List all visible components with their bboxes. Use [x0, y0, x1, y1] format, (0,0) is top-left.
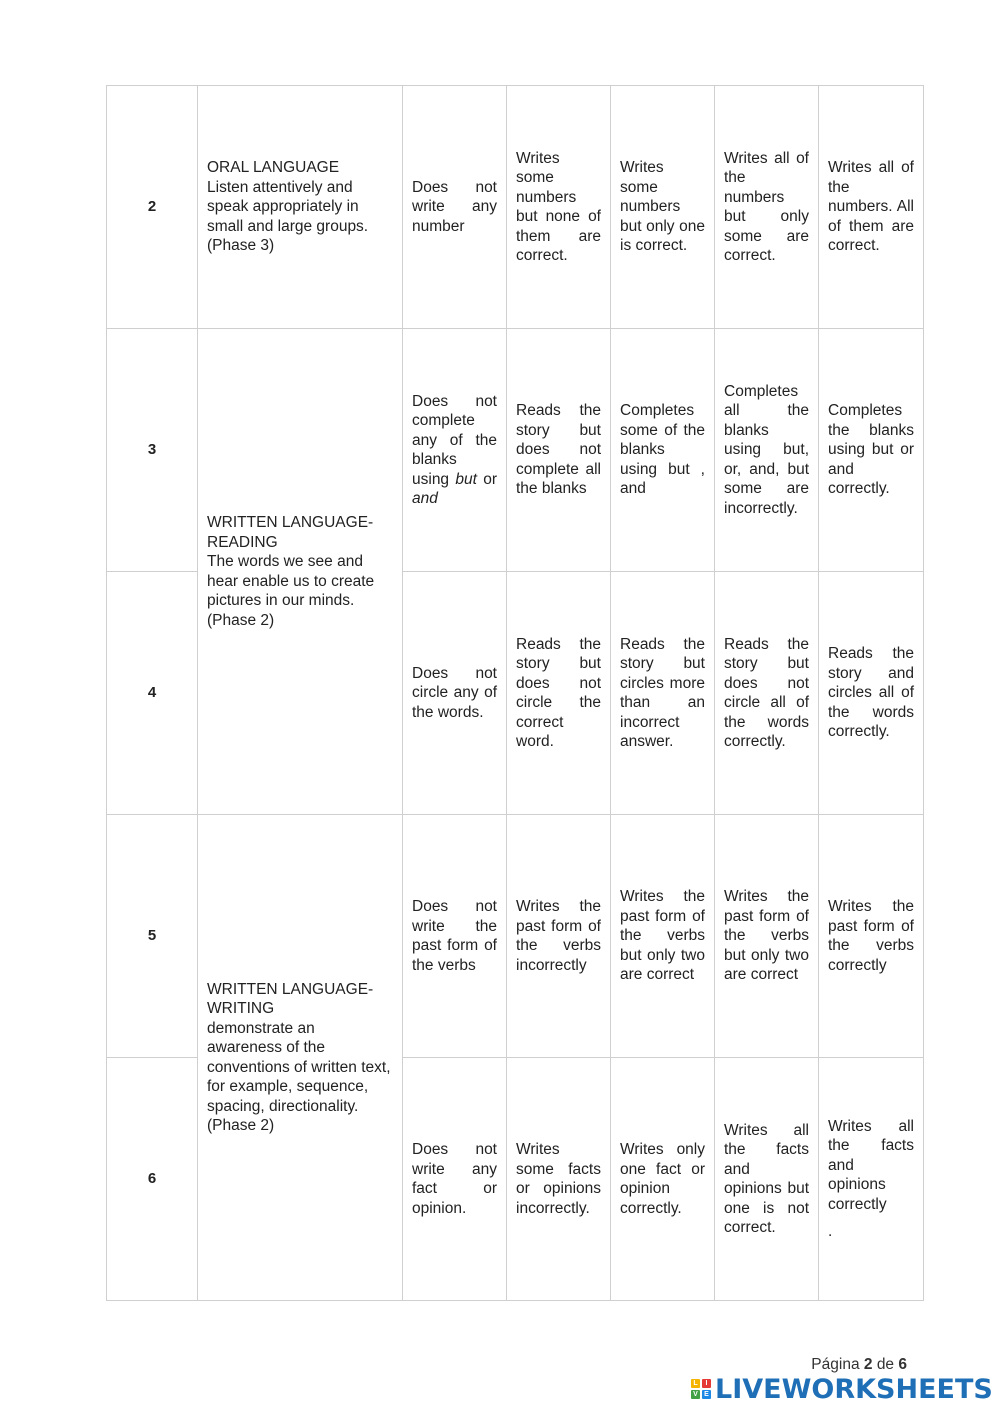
- skill-phase: (Phase 3): [207, 237, 275, 255]
- level-4-cell: Reads the story but does not circle all of the words correctly.: [715, 572, 819, 815]
- rubric-table: [106, 85, 924, 1301]
- logo-text: LIVEWORKSHEETS: [715, 1373, 993, 1405]
- row-number: 3: [107, 329, 198, 572]
- skill-phase: (Phase 2): [207, 611, 275, 629]
- row-number: 6: [107, 1058, 198, 1301]
- liveworksheets-logo: [691, 1374, 993, 1404]
- level-3-cell: Writes only one fact or opinion correctly.: [611, 1058, 715, 1301]
- level-5-cell: Writes the past form of the verbs correctly: [819, 815, 924, 1058]
- level-4-cell: Writes all of the numbers but only some are correct.: [715, 86, 819, 329]
- skill-text: Listen attentively and speak appropriately in small and large groups.: [207, 178, 369, 235]
- skill-text: The words we see and hear enable us to create pictures in our minds.: [207, 553, 375, 609]
- level-1-cell: Does not write any fact or opinion.: [403, 1058, 507, 1301]
- level-2-cell: Reads the story but does not circle the correct word.: [507, 572, 611, 815]
- level-2-cell: Writes the past form of the verbs incorrectly: [507, 815, 611, 1058]
- level-1-cell: Does not write the past form of the verbs: [403, 815, 507, 1058]
- level-5-cell: Writes all the facts and opinions correctly .: [819, 1058, 924, 1301]
- skill-phase: (Phase 2): [207, 1117, 275, 1134]
- level-3-cell: Writes the past form of the verbs but only two are correct: [611, 815, 715, 1058]
- logo-tiles-icon: L I V E: [691, 1379, 711, 1399]
- table-row: [107, 815, 924, 1058]
- table-row: [107, 329, 924, 572]
- skill-title: WRITTEN LANGUAGE-READING: [207, 514, 374, 551]
- level-2-cell: Writes some facts or opinions incorrectly.: [507, 1058, 611, 1301]
- row-number: 2: [107, 86, 198, 329]
- skill-title: WRITTEN LANGUAGE-WRITING: [207, 980, 374, 1017]
- level-3-cell: Completes some of the blanks using but , and: [611, 329, 715, 572]
- row-number: 4: [107, 572, 198, 815]
- level-4-cell: Writes all the facts and opinions but one is not correct.: [715, 1058, 819, 1301]
- level-2-cell: Reads the story but does not complete all the blanks: [507, 329, 611, 572]
- level-1-cell: Does not write any number: [403, 86, 507, 329]
- skill-cell: [198, 815, 403, 1301]
- level-3-cell: Reads the story but circles more than an incorrect answer.: [611, 572, 715, 815]
- level-5-cell: Completes the blanks using but or and correctly.: [819, 329, 924, 572]
- table-row: [107, 86, 924, 329]
- level-5-cell: Reads the story and circles all of the words correctly.: [819, 572, 924, 815]
- level-4-cell: Completes all the blanks using but, or, and, but some are incorrectly.: [715, 329, 819, 572]
- skill-cell: [198, 329, 403, 815]
- skill-text: demonstrate an awareness of the conventions of written text, for example, sequence, spacing, directionality.: [207, 1019, 391, 1115]
- skill-cell: [198, 86, 403, 329]
- skill-title: ORAL LANGUAGE: [207, 159, 340, 177]
- level-3-cell: Writes some numbers but only one is correct.: [611, 86, 715, 329]
- level-2-cell: Writes some numbers but none of them are correct.: [507, 86, 611, 329]
- level-5-cell: Writes all of the numbers. All of them are correct.: [819, 86, 924, 329]
- row-number: 5: [107, 815, 198, 1058]
- page-footer: Página 2 de 6: [811, 1356, 907, 1373]
- level-1-cell: Does not complete any of the blanks using but or and: [403, 329, 507, 572]
- level-1-cell: Does not circle any of the words.: [403, 572, 507, 815]
- level-4-cell: Writes the past form of the verbs but only two are correct: [715, 815, 819, 1058]
